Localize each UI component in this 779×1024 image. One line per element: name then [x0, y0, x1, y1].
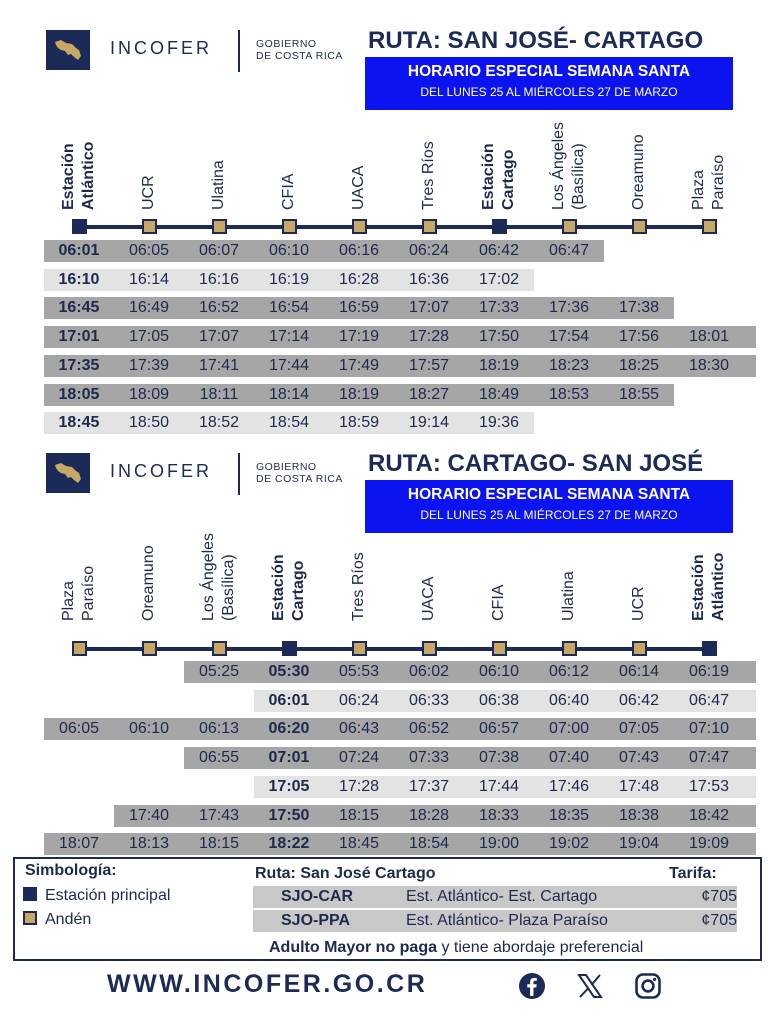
time-cell: 18:05 [58, 385, 100, 403]
time-cell: 06:42 [478, 242, 520, 259]
station-label: Estación Cartago [270, 554, 307, 621]
time-cell: 06:19 [688, 663, 730, 680]
time-cell: 18:54 [408, 835, 450, 853]
time-cell: 17:50 [478, 328, 520, 346]
schedule-dates: DEL LUNES 25 AL MIÉRCOLES 27 DE MARZO [420, 508, 678, 522]
time-cell: 18:33 [478, 806, 520, 824]
time-cell: 18:59 [338, 414, 380, 432]
time-cell: 06:12 [548, 663, 590, 680]
special-schedule-banner [365, 57, 733, 110]
time-cell: 06:40 [548, 691, 590, 709]
time-cell: 17:56 [618, 328, 660, 346]
station-label: Plaza Paraíso [690, 154, 727, 210]
government-label: GOBIERNO DE COSTA RICA [256, 38, 343, 62]
schedule-dates: DEL LUNES 25 AL MIÉRCOLES 27 DE MARZO [420, 85, 678, 99]
instagram-icon[interactable] [634, 972, 662, 1000]
main-station-square-icon [23, 887, 37, 901]
time-cell: 18:53 [548, 385, 590, 403]
special-schedule-title: HORARIO ESPECIAL SEMANA SANTA [407, 486, 691, 503]
table-row [0, 326, 779, 348]
table-row [0, 661, 779, 683]
stop-marker [352, 219, 367, 234]
time-cell: 17:28 [338, 777, 380, 795]
station-label: Tres Ríos [420, 141, 437, 210]
time-cell: 06:01 [268, 691, 310, 709]
time-cell: 19:36 [478, 414, 520, 432]
time-cell: 06:05 [128, 242, 170, 259]
time-cell: 17:01 [58, 328, 100, 346]
government-label: GOBIERNO DE COSTA RICA [256, 461, 343, 485]
time-cell: 17:02 [478, 270, 520, 288]
time-cell: 06:24 [338, 691, 380, 709]
station-label: UCR [140, 175, 157, 210]
special-schedule-title: HORARIO ESPECIAL SEMANA SANTA [407, 63, 691, 80]
time-cell: 17:28 [408, 328, 450, 346]
time-cell: 18:38 [618, 806, 660, 824]
station-label: UACA [350, 165, 367, 210]
stop-marker [142, 219, 157, 234]
time-cell: 18:13 [128, 835, 170, 853]
fare-header: Tarifa: [669, 865, 717, 882]
fare-route-label: Ruta: San José Cartago [255, 865, 436, 882]
route-title: RUTA: SAN JOSÉ- CARTAGO [368, 27, 704, 54]
time-cell: 06:52 [408, 720, 450, 738]
time-cell: 18:19 [338, 385, 380, 403]
station-label: Estación Atlántico [690, 552, 727, 621]
station-label: Estación Atlántico [60, 141, 97, 210]
costa-rica-logo-icon [46, 30, 90, 70]
station-label: Los Ángeles (Basílica) [200, 532, 237, 621]
time-cell: 18:27 [408, 385, 450, 403]
route-title: RUTA: CARTAGO- SAN JOSÉ [368, 450, 704, 477]
stop-marker [142, 641, 157, 656]
table-row [0, 297, 779, 319]
station-label: Plaza Paraíso [60, 565, 97, 621]
time-cell: 07:38 [478, 749, 520, 767]
station-label: UACA [420, 576, 437, 621]
time-cell: 19:00 [478, 835, 520, 853]
time-cell: 06:14 [618, 663, 660, 680]
time-cell: 06:02 [408, 663, 450, 680]
time-cell: 19:09 [688, 835, 730, 853]
table-row [0, 269, 779, 291]
time-cell: 06:05 [58, 720, 100, 738]
table-row [0, 355, 779, 377]
time-cell: 07:05 [618, 720, 660, 738]
table-row [0, 384, 779, 406]
time-cell: 17:36 [548, 299, 590, 317]
stop-marker [562, 641, 577, 656]
time-cell: 17:19 [338, 328, 380, 346]
stop-marker [352, 641, 367, 656]
legend-main-station: Estación principal [23, 887, 170, 905]
time-cell: 17:05 [268, 777, 310, 795]
brand-name: INCOFER [110, 461, 212, 481]
time-cell: 16:45 [58, 299, 100, 317]
legend-panel [13, 857, 762, 961]
legend-title: Simbología: [25, 862, 117, 879]
time-cell: 17:35 [58, 356, 100, 374]
station-label: CFIA [280, 173, 297, 210]
time-cell: 17:46 [548, 777, 590, 795]
table-row [0, 747, 779, 769]
time-cell: 18:15 [198, 835, 240, 853]
time-cell: 18:28 [408, 806, 450, 824]
stop-marker [212, 219, 227, 234]
time-cell: 17:37 [408, 777, 450, 795]
time-cell: 17:14 [268, 328, 310, 346]
time-cell: 17:39 [128, 356, 170, 374]
time-cell: 05:30 [268, 663, 310, 680]
time-cell: 06:01 [58, 242, 100, 259]
time-cell: 07:24 [338, 749, 380, 767]
time-cell: 07:01 [268, 749, 310, 767]
time-cell: 17:53 [688, 777, 730, 795]
table-row [0, 412, 779, 434]
station-label: Tres Ríos [350, 552, 367, 621]
time-cell: 18:50 [128, 414, 170, 432]
station-label: Estación Cartago [480, 143, 517, 210]
stop-marker [562, 219, 577, 234]
station-label: CFIA [490, 584, 507, 621]
time-cell: 06:47 [688, 691, 730, 709]
main-station-marker [492, 219, 507, 234]
time-cell: 06:42 [618, 691, 660, 709]
main-station-marker [702, 641, 717, 656]
time-cell: 18:07 [58, 835, 100, 853]
time-cell: 06:33 [408, 691, 450, 709]
time-cell: 16:19 [268, 270, 310, 288]
main-station-marker [282, 641, 297, 656]
time-cell: 19:02 [548, 835, 590, 853]
time-cell: 07:43 [618, 749, 660, 767]
time-cell: 17:07 [198, 328, 240, 346]
table-row [0, 718, 779, 740]
brand-name: INCOFER [110, 38, 212, 58]
stop-marker [212, 641, 227, 656]
time-cell: 17:44 [268, 356, 310, 374]
time-cell: 18:19 [478, 356, 520, 374]
time-cell: 18:55 [618, 385, 660, 403]
time-cell: 06:10 [478, 663, 520, 680]
table-row [0, 776, 779, 798]
time-cell: 06:38 [478, 691, 520, 709]
stop-marker [632, 219, 647, 234]
station-label: Oreamuno [140, 545, 157, 621]
time-cell: 18:42 [688, 806, 730, 824]
time-cell: 17:57 [408, 356, 450, 374]
stop-marker [282, 219, 297, 234]
costa-rica-logo-icon [46, 453, 90, 493]
time-cell: 06:07 [198, 242, 240, 259]
station-label: Los Ángeles (Basílica) [550, 121, 587, 210]
senior-note: Adulto Mayor no paga y tiene abordaje preferencial [269, 939, 644, 956]
time-cell: 18:49 [478, 385, 520, 403]
legend-stop: Andén [23, 911, 91, 929]
station-label: Oreamuno [630, 134, 647, 210]
x-icon[interactable] [576, 972, 604, 1000]
station-label: Ulatina [560, 571, 577, 621]
time-cell: 16:14 [128, 270, 170, 288]
time-cell: 07:40 [548, 749, 590, 767]
time-cell: 16:59 [338, 299, 380, 317]
time-cell: 18:11 [199, 385, 239, 403]
time-cell: 06:43 [338, 720, 380, 738]
time-cell: 06:16 [338, 242, 380, 259]
stop-marker [632, 641, 647, 656]
time-cell: 06:20 [268, 720, 310, 738]
time-cell: 06:13 [198, 720, 240, 738]
time-cell: 05:25 [198, 663, 240, 680]
time-cell: 06:55 [198, 749, 240, 767]
time-cell: 07:10 [688, 720, 730, 738]
time-cell: 07:00 [548, 720, 590, 738]
stop-marker [422, 641, 437, 656]
time-cell: 18:25 [618, 356, 660, 374]
fare-row: SJO-CAR Est. Atlántico- Est. Cartago ¢705 [253, 886, 737, 908]
time-cell: 17:49 [338, 356, 380, 374]
time-cell: 18:15 [338, 806, 380, 824]
time-cell: 17:40 [128, 806, 170, 824]
table-row [0, 240, 779, 262]
time-cell: 07:47 [688, 749, 730, 767]
time-cell: 18:23 [548, 356, 590, 374]
time-cell: 06:24 [408, 242, 450, 259]
divider [238, 30, 240, 72]
time-cell: 17:43 [198, 806, 240, 824]
table-row [0, 833, 779, 855]
time-cell: 17:54 [548, 328, 590, 346]
time-cell: 18:14 [268, 385, 310, 403]
time-cell: 18:35 [548, 806, 590, 824]
time-cell: 16:28 [338, 270, 380, 288]
time-cell: 17:50 [268, 806, 310, 824]
time-cell: 05:53 [338, 663, 380, 680]
divider [238, 453, 240, 495]
time-cell: 06:47 [548, 242, 590, 259]
table-row [0, 690, 779, 712]
route-line [79, 647, 709, 651]
station-label: UCR [630, 586, 647, 621]
time-cell: 06:10 [128, 720, 170, 738]
route-line [79, 225, 709, 229]
time-cell: 16:54 [268, 299, 310, 317]
time-cell: 16:10 [58, 270, 100, 288]
time-cell: 17:05 [128, 328, 170, 346]
main-station-marker [72, 219, 87, 234]
time-cell: 18:30 [688, 356, 730, 374]
fare-row: SJO-PPA Est. Atlántico- Plaza Paraíso ¢705 [253, 910, 737, 932]
time-cell: 18:45 [58, 414, 100, 432]
time-cell: 17:41 [198, 356, 240, 374]
time-cell: 16:52 [198, 299, 240, 317]
table-row [0, 805, 779, 827]
time-cell: 17:33 [478, 299, 520, 317]
stop-marker [72, 641, 87, 656]
time-cell: 18:22 [268, 835, 310, 853]
station-list-bottom [0, 528, 779, 643]
time-cell: 07:33 [408, 749, 450, 767]
time-cell: 06:10 [268, 242, 310, 259]
time-cell: 18:09 [128, 385, 170, 403]
station-label: Ulatina [210, 160, 227, 210]
time-cell: 17:38 [618, 299, 660, 317]
time-cell: 18:45 [338, 835, 380, 853]
time-cell: 19:14 [408, 414, 450, 432]
time-cell: 19:04 [618, 835, 660, 853]
time-cell: 16:36 [408, 270, 450, 288]
stop-marker [492, 641, 507, 656]
facebook-icon[interactable] [518, 972, 546, 1000]
time-cell: 17:44 [478, 777, 520, 795]
time-cell: 17:48 [618, 777, 660, 795]
stop-square-icon [23, 911, 37, 925]
stop-marker [422, 219, 437, 234]
website-link[interactable]: WWW.INCOFER.GO.CR [107, 970, 428, 998]
time-cell: 16:16 [198, 270, 240, 288]
stop-marker [702, 219, 717, 234]
station-list-top [0, 118, 779, 230]
time-cell: 06:57 [478, 720, 520, 738]
special-schedule-banner [365, 480, 733, 533]
time-cell: 16:49 [128, 299, 170, 317]
time-cell: 17:07 [408, 299, 450, 317]
time-cell: 18:54 [268, 414, 310, 432]
time-cell: 18:52 [198, 414, 240, 432]
time-cell: 18:01 [688, 328, 730, 346]
